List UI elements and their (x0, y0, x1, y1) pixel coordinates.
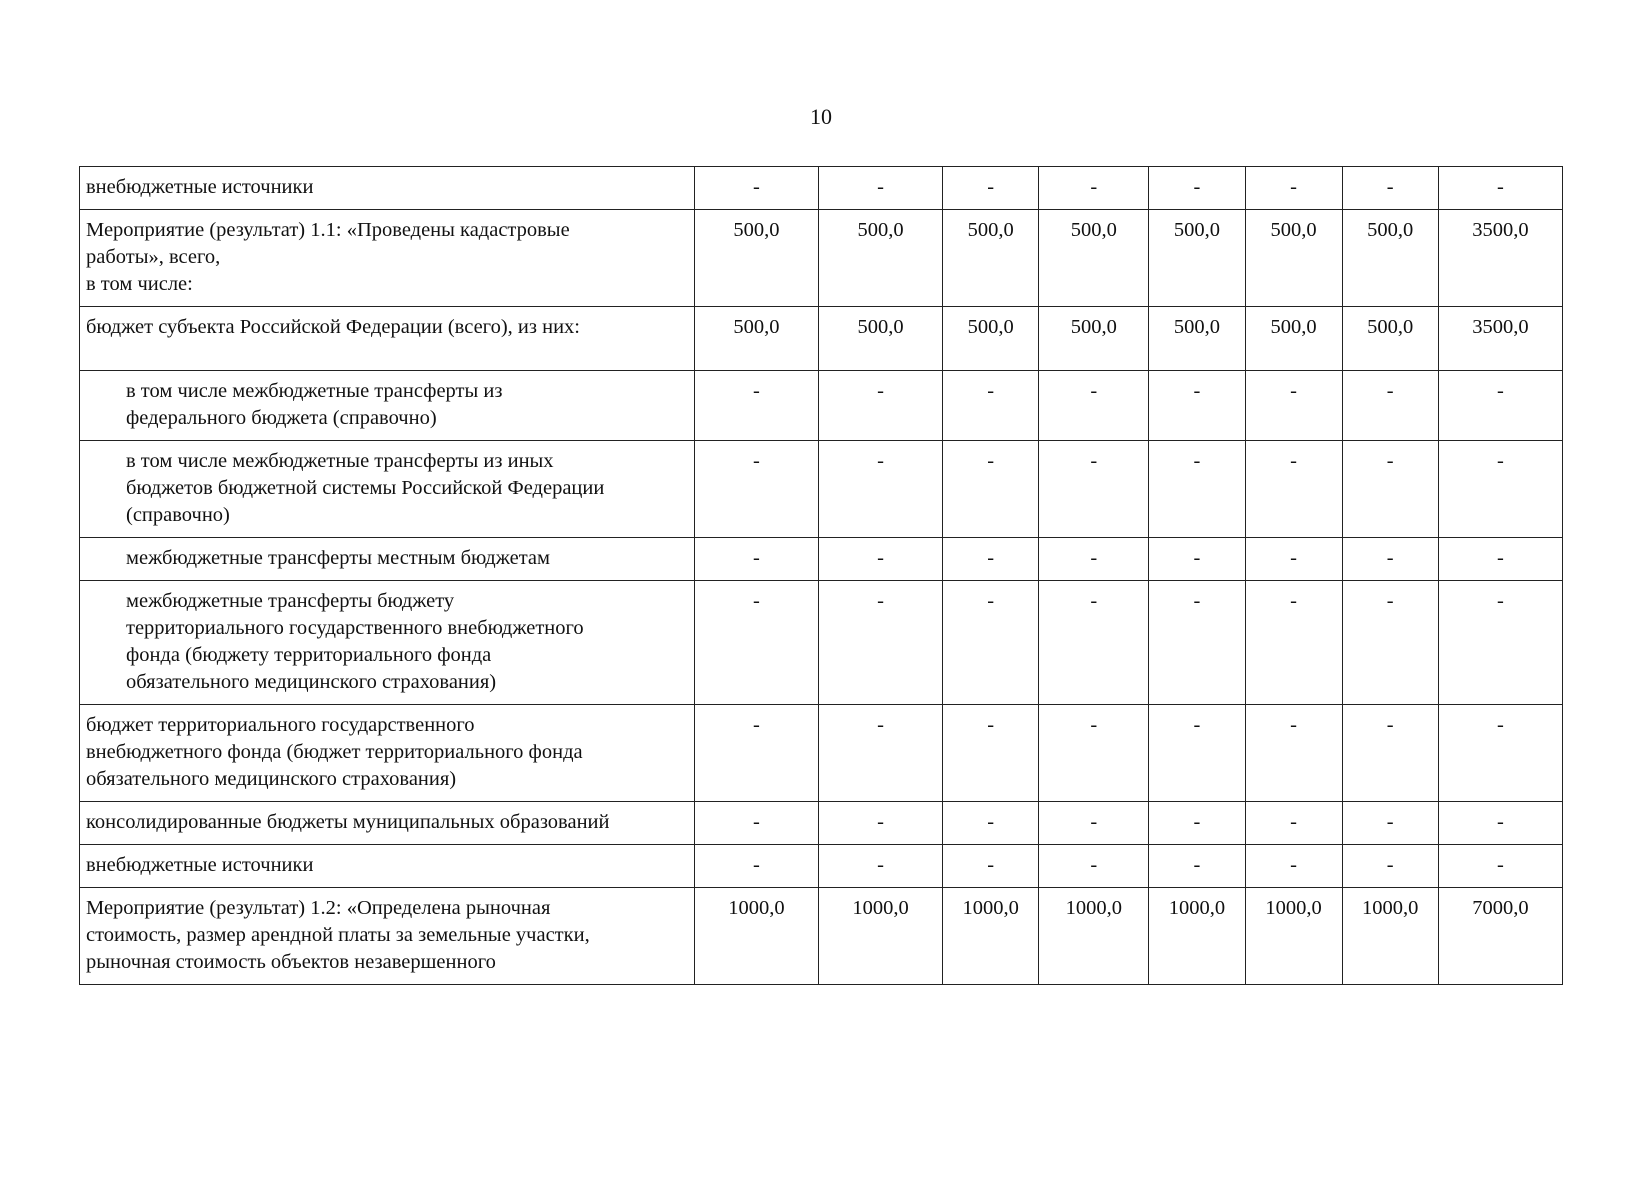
year-value-cell: - (818, 845, 942, 888)
year-value-cell: - (818, 581, 942, 705)
year-value-cell: - (1342, 845, 1438, 888)
year-value-cell: - (694, 845, 818, 888)
year-value-cell: - (1342, 705, 1438, 802)
year-value-cell: - (1245, 581, 1342, 705)
year-value-cell: - (1245, 538, 1342, 581)
year-value-cell: 1000,0 (1245, 888, 1342, 985)
year-value-cell: - (1039, 538, 1149, 581)
year-value-cell: 1000,0 (1342, 888, 1438, 985)
year-value-cell: 1000,0 (943, 888, 1039, 985)
row-label: бюджет субъекта Российской Федерации (всего), из них: (80, 307, 695, 371)
year-value-cell: - (1039, 441, 1149, 538)
row-label: в том числе межбюджетные трансферты из федерального бюджета (справочно) (80, 371, 695, 441)
total-cell: 3500,0 (1438, 210, 1562, 307)
year-value-cell: 500,0 (818, 307, 942, 371)
year-value-cell: - (1149, 167, 1245, 210)
year-value-cell: 500,0 (1039, 210, 1149, 307)
year-value-cell: - (694, 371, 818, 441)
year-value-cell: - (818, 441, 942, 538)
year-value-cell: - (694, 167, 818, 210)
year-value-cell: - (943, 538, 1039, 581)
year-value-cell: - (1039, 167, 1149, 210)
row-label: Мероприятие (результат) 1.1: «Проведены кадастровые работы», всего, в том числе: (80, 210, 695, 307)
table-row (80, 307, 1563, 371)
year-value-cell: - (1342, 802, 1438, 845)
year-value-cell: - (1245, 845, 1342, 888)
row-label: внебюджетные источники (80, 167, 695, 210)
year-value-cell: - (1039, 581, 1149, 705)
year-value-cell: - (943, 581, 1039, 705)
total-cell: - (1438, 538, 1562, 581)
year-value-cell: - (1149, 802, 1245, 845)
year-value-cell: - (943, 371, 1039, 441)
year-value-cell: 500,0 (943, 307, 1039, 371)
year-value-cell: - (1039, 371, 1149, 441)
year-value-cell: 500,0 (1245, 307, 1342, 371)
year-value-cell: 500,0 (694, 307, 818, 371)
total-cell: 7000,0 (1438, 888, 1562, 985)
total-cell: - (1438, 802, 1562, 845)
year-value-cell: 500,0 (1039, 307, 1149, 371)
year-value-cell: - (694, 581, 818, 705)
year-value-cell: 500,0 (943, 210, 1039, 307)
row-label: в том числе межбюджетные трансферты из иных бюджетов бюджетной системы Российской Федерации (справочно) (80, 441, 695, 538)
total-cell: - (1438, 441, 1562, 538)
table-row (80, 802, 1563, 845)
year-value-cell: 1000,0 (818, 888, 942, 985)
table-row (80, 210, 1563, 307)
row-label: межбюджетные трансферты местным бюджетам (80, 538, 695, 581)
year-value-cell: 500,0 (1342, 210, 1438, 307)
year-value-cell: - (1149, 441, 1245, 538)
year-value-cell: 500,0 (1149, 307, 1245, 371)
year-value-cell: - (1245, 371, 1342, 441)
year-value-cell: - (1245, 705, 1342, 802)
year-value-cell: - (1342, 371, 1438, 441)
year-value-cell: 1000,0 (1149, 888, 1245, 985)
table-row (80, 538, 1563, 581)
table-row (80, 845, 1563, 888)
year-value-cell: - (943, 802, 1039, 845)
year-value-cell: - (943, 705, 1039, 802)
year-value-cell: 500,0 (1149, 210, 1245, 307)
year-value-cell: - (694, 705, 818, 802)
year-value-cell: - (1342, 441, 1438, 538)
year-value-cell: 500,0 (1245, 210, 1342, 307)
year-value-cell: - (818, 705, 942, 802)
year-value-cell: - (694, 538, 818, 581)
table-row (80, 705, 1563, 802)
year-value-cell: - (1149, 845, 1245, 888)
year-value-cell: - (694, 802, 818, 845)
year-value-cell: - (943, 167, 1039, 210)
page-number: 10 (810, 104, 832, 129)
total-cell: - (1438, 845, 1562, 888)
table-row (80, 371, 1563, 441)
budget-table (79, 166, 1563, 985)
year-value-cell: - (1149, 705, 1245, 802)
table-row (80, 888, 1563, 985)
year-value-cell: - (694, 441, 818, 538)
table-row (80, 167, 1563, 210)
total-cell: 3500,0 (1438, 307, 1562, 371)
year-value-cell: - (1039, 705, 1149, 802)
year-value-cell: 1000,0 (694, 888, 818, 985)
year-value-cell: - (818, 538, 942, 581)
table-row (80, 581, 1563, 705)
year-value-cell: 500,0 (1342, 307, 1438, 371)
table-row (80, 441, 1563, 538)
total-cell: - (1438, 371, 1562, 441)
year-value-cell: - (818, 167, 942, 210)
year-value-cell: - (1245, 802, 1342, 845)
year-value-cell: - (1039, 802, 1149, 845)
row-label: консолидированные бюджеты муниципальных образований (80, 802, 695, 845)
row-label: Мероприятие (результат) 1.2: «Определена рыночная стоимость, размер арендной платы за земельные участки, рыночная стоимость объектов незавершенного (80, 888, 695, 985)
year-value-cell: 500,0 (694, 210, 818, 307)
total-cell: - (1438, 581, 1562, 705)
year-value-cell: - (1245, 167, 1342, 210)
total-cell: - (1438, 167, 1562, 210)
row-label: бюджет территориального государственного внебюджетного фонда (бюджет территориального фонда обязательного медицинского страхования) (80, 705, 695, 802)
row-label: внебюджетные источники (80, 845, 695, 888)
year-value-cell: - (1149, 581, 1245, 705)
year-value-cell: - (943, 845, 1039, 888)
year-value-cell: - (943, 441, 1039, 538)
year-value-cell: - (1342, 538, 1438, 581)
year-value-cell: - (1149, 538, 1245, 581)
year-value-cell: - (1149, 371, 1245, 441)
year-value-cell: - (1342, 167, 1438, 210)
total-cell: - (1438, 705, 1562, 802)
year-value-cell: - (818, 802, 942, 845)
year-value-cell: - (1342, 581, 1438, 705)
row-label: межбюджетные трансферты бюджету территориального государственного внебюджетного фонда (бюджету территориального фонда обязательного медицинского страхования) (80, 581, 695, 705)
year-value-cell: - (1245, 441, 1342, 538)
year-value-cell: - (818, 371, 942, 441)
year-value-cell: 1000,0 (1039, 888, 1149, 985)
year-value-cell: - (1039, 845, 1149, 888)
year-value-cell: 500,0 (818, 210, 942, 307)
